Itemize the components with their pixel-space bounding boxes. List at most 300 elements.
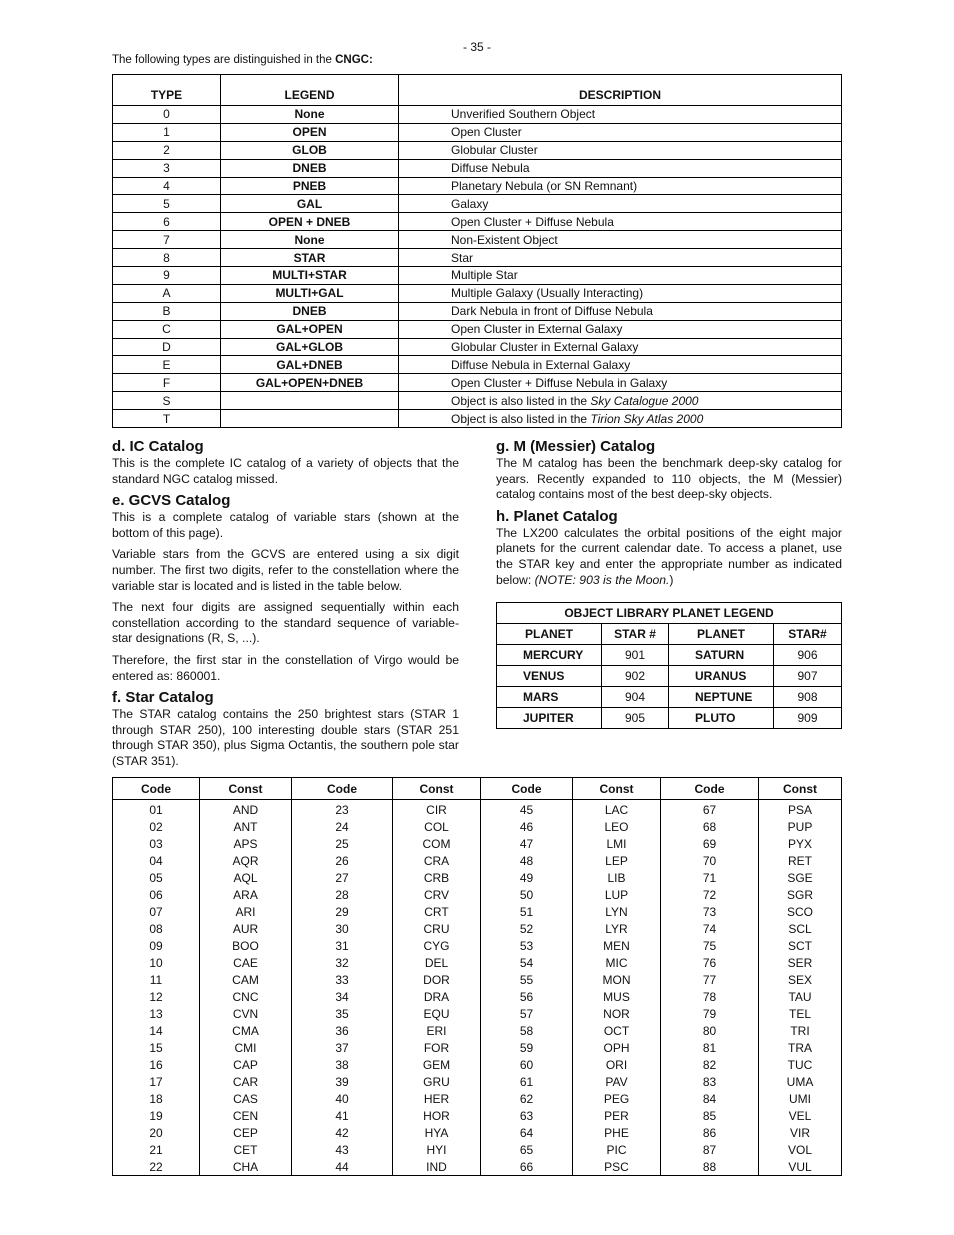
const-abbrev: VUL — [788, 1159, 812, 1174]
const-abbrev: HYI — [393, 1141, 481, 1158]
const-code: 15 — [113, 1040, 200, 1057]
const-row — [113, 800, 842, 819]
const-row — [113, 1141, 842, 1158]
const-abbrev: TUC — [787, 1058, 813, 1073]
planet-legend-table — [496, 602, 842, 729]
const-abbrev: CEP — [200, 1124, 292, 1141]
const-row — [113, 836, 842, 853]
const-code: 22 — [113, 1158, 200, 1175]
const-abbrev: ERI — [393, 1023, 481, 1040]
const-abbrev: SCO — [786, 905, 813, 920]
legend-cell: OPEN + DNEB — [221, 213, 399, 231]
const-abbrev: OPH — [573, 1040, 661, 1057]
description-cell: Globular Cluster in External Galaxy — [399, 338, 842, 356]
const-abbrev: VEL — [788, 1108, 812, 1123]
cngc-header-row — [113, 75, 842, 106]
const-abbrev: CAE — [200, 955, 292, 972]
planet-name: MERCURY — [497, 645, 602, 666]
planet-row — [497, 708, 842, 729]
const-abbrev: PUP — [787, 820, 813, 835]
type-cell: 8 — [113, 249, 221, 267]
const-abbrev: LYR — [573, 921, 661, 938]
const-code: 78 — [661, 989, 759, 1006]
description-cell: Planetary Nebula (or SN Remnant) — [399, 177, 842, 195]
const-code: 52 — [481, 921, 573, 938]
planet-row — [497, 645, 842, 666]
const-code: 71 — [661, 870, 759, 887]
const-row — [113, 904, 842, 921]
const-header-const-4: Const — [759, 778, 842, 800]
const-abbrev: TRA — [788, 1041, 812, 1056]
const-code: 05 — [113, 870, 200, 887]
const-code: 35 — [292, 1006, 393, 1023]
section-body-messier: The M catalog has been the benchmark deep-sky catalog for years. Recently expanded to 110 objects, the M (Messier) catalog contains most of the best deep-sky objects. — [496, 456, 842, 502]
cngc-row — [113, 410, 842, 428]
catalogue-title: Sky Catalogue 2000 — [590, 393, 699, 408]
const-code: 24 — [292, 819, 393, 836]
legend-cell: None — [221, 231, 399, 249]
const-code: 85 — [661, 1107, 759, 1124]
planet-row — [497, 666, 842, 687]
const-row — [113, 819, 842, 836]
planet-title-row — [497, 603, 842, 624]
planet-header-planet-2: PLANET — [669, 624, 774, 645]
const-code: 84 — [661, 1090, 759, 1107]
description-cell: Globular Cluster — [399, 141, 842, 159]
const-row — [113, 870, 842, 887]
const-row — [113, 989, 842, 1006]
planet-name: NEPTUNE — [669, 687, 774, 708]
legend-cell: MULTI+STAR — [221, 267, 399, 285]
const-abbrev: CRA — [393, 853, 481, 870]
const-abbrev: TAU — [788, 990, 812, 1005]
const-code: 19 — [113, 1107, 200, 1124]
description-cell: Open Cluster + Diffuse Nebula — [399, 213, 842, 231]
cngc-row — [113, 106, 842, 124]
const-code: 01 — [113, 800, 200, 819]
const-abbrev: PER — [573, 1107, 661, 1124]
const-code: 62 — [481, 1090, 573, 1107]
planet-star-number: 904 — [602, 687, 669, 708]
planet-name: VENUS — [497, 666, 602, 687]
const-code: 31 — [292, 938, 393, 955]
section-body-gcvs-1: This is a complete catalog of variable stars (shown at the bottom of this page). — [112, 510, 459, 540]
const-abbrev: SEX — [787, 973, 812, 988]
const-code: 43 — [292, 1141, 393, 1158]
const-code: 39 — [292, 1074, 393, 1091]
type-cell: 3 — [113, 159, 221, 177]
const-abbrev: CAP — [200, 1057, 292, 1074]
planet-header-star-2: STAR# — [774, 624, 842, 645]
description-cell: Open Cluster in External Galaxy — [399, 320, 842, 338]
legend-cell: STAR — [221, 249, 399, 267]
const-code: 03 — [113, 836, 200, 853]
const-abbrev: DRA — [393, 989, 481, 1006]
const-abbrev: CYG — [393, 938, 481, 955]
planet-table-title: OBJECT LIBRARY PLANET LEGEND — [497, 603, 842, 624]
const-row — [113, 972, 842, 989]
cngc-row — [113, 374, 842, 392]
const-abbrev: DOR — [393, 972, 481, 989]
cngc-type-table — [112, 74, 842, 428]
const-code: 73 — [661, 904, 759, 921]
section-title-star: f. Star Catalog — [112, 689, 214, 707]
const-row — [113, 921, 842, 938]
type-cell: S — [113, 392, 221, 410]
const-header-const-2: Const — [393, 778, 481, 800]
const-abbrev: SCT — [788, 939, 812, 954]
const-code: 47 — [481, 836, 573, 853]
const-abbrev: PSA — [787, 803, 812, 818]
const-code: 16 — [113, 1057, 200, 1074]
planet-note-close: ) — [669, 572, 674, 587]
const-abbrev: CET — [200, 1141, 292, 1158]
section-body-gcvs-2: Variable stars from the GCVS are entered using a six digit number. The first two digits, refer to the constellation where the variable star is located and is listed in the table below. — [112, 547, 459, 593]
const-code: 81 — [661, 1040, 759, 1057]
const-code: 63 — [481, 1107, 573, 1124]
const-abbrev: PSC — [573, 1158, 661, 1175]
const-header-code-1: Code — [113, 778, 200, 800]
type-cell: D — [113, 338, 221, 356]
section-ic-catalog — [112, 438, 459, 487]
right-column — [496, 438, 842, 593]
description-cell: Unverified Southern Object — [399, 106, 842, 124]
const-code: 79 — [661, 1006, 759, 1023]
const-code: 60 — [481, 1057, 573, 1074]
const-code: 49 — [481, 870, 573, 887]
section-messier-catalog — [496, 438, 842, 503]
description-cell — [399, 410, 842, 428]
cngc-row — [113, 356, 842, 374]
section-title-planet: h. Planet Catalog — [496, 507, 618, 525]
legend-cell: GAL+DNEB — [221, 356, 399, 374]
const-abbrev: SCL — [788, 922, 812, 937]
const-code: 65 — [481, 1141, 573, 1158]
const-abbrev: HER — [393, 1090, 481, 1107]
type-cell: 4 — [113, 177, 221, 195]
const-code: 82 — [661, 1057, 759, 1074]
planet-table-body — [497, 645, 842, 729]
const-abbrev: OCT — [573, 1023, 661, 1040]
const-header-code-4: Code — [661, 778, 759, 800]
description-cell: Dark Nebula in front of Diffuse Nebula — [399, 302, 842, 320]
const-abbrev: LAC — [573, 800, 661, 819]
const-code: 13 — [113, 1006, 200, 1023]
const-code: 14 — [113, 1023, 200, 1040]
description-cell: Multiple Star — [399, 267, 842, 285]
legend-cell: GAL — [221, 195, 399, 213]
const-code: 06 — [113, 887, 200, 904]
intro-bold: CNGC: — [335, 54, 373, 66]
planet-star-number: 902 — [602, 666, 669, 687]
const-code: 54 — [481, 955, 573, 972]
const-code: 55 — [481, 972, 573, 989]
const-abbrev: LEO — [573, 819, 661, 836]
const-code: 64 — [481, 1124, 573, 1141]
section-star-catalog — [112, 689, 459, 769]
const-header-const-3: Const — [573, 778, 661, 800]
cngc-row — [113, 392, 842, 410]
const-code: 48 — [481, 853, 573, 870]
cngc-row — [113, 213, 842, 231]
const-abbrev: DEL — [393, 955, 481, 972]
const-row — [113, 853, 842, 870]
const-abbrev: UMA — [786, 1074, 814, 1089]
const-abbrev: NOR — [573, 1006, 661, 1023]
planet-name: URANUS — [669, 666, 774, 687]
const-abbrev: EQU — [393, 1006, 481, 1023]
const-code: 12 — [113, 989, 200, 1006]
description-prefix: Object is also listed in the — [451, 393, 591, 408]
left-column — [112, 438, 459, 775]
const-abbrev: MUS — [573, 989, 661, 1006]
legend-cell — [221, 410, 399, 428]
planet-star-number: 907 — [774, 666, 842, 687]
legend-cell: OPEN — [221, 123, 399, 141]
const-code: 53 — [481, 938, 573, 955]
section-body-planet — [496, 526, 842, 588]
section-body-gcvs-3: The next four digits are assigned sequentially within each constellation according to the standard sequence of variable-star designations (R, S, ...). — [112, 600, 459, 646]
const-code: 27 — [292, 870, 393, 887]
const-abbrev: CRV — [393, 887, 481, 904]
intro-prefix: The following types are distinguished in the — [112, 54, 336, 66]
const-abbrev: PYX — [787, 837, 812, 852]
planet-body-text: The LX200 calculates the orbital positions of the eight major planets for the current calendar date. To access a planet, use the STAR key and enter the appropriate number as indicated below: — [496, 525, 842, 587]
const-row — [113, 1090, 842, 1107]
section-title-gcvs: e. GCVS Catalog — [112, 492, 231, 510]
legend-cell: GAL+OPEN+DNEB — [221, 374, 399, 392]
description-cell: Open Cluster + Diffuse Nebula in Galaxy — [399, 374, 842, 392]
const-code: 41 — [292, 1107, 393, 1124]
section-title-ic: d. IC Catalog — [112, 438, 204, 455]
const-abbrev: CMI — [200, 1040, 292, 1057]
const-code: 09 — [113, 938, 200, 955]
const-abbrev: TRI — [790, 1024, 810, 1039]
const-code: 33 — [292, 972, 393, 989]
type-cell: T — [113, 410, 221, 428]
const-code: 40 — [292, 1090, 393, 1107]
const-code: 69 — [661, 836, 759, 853]
legend-cell — [221, 392, 399, 410]
type-cell: 1 — [113, 123, 221, 141]
const-abbrev: COL — [393, 819, 481, 836]
planet-name: JUPITER — [497, 708, 602, 729]
legend-cell: GAL+OPEN — [221, 320, 399, 338]
const-code: 88 — [661, 1158, 759, 1175]
cngc-row — [113, 320, 842, 338]
const-code: 42 — [292, 1124, 393, 1141]
const-header-code-2: Code — [292, 778, 393, 800]
planet-star-number: 909 — [774, 708, 842, 729]
const-abbrev: MON — [573, 972, 661, 989]
const-row — [113, 1158, 842, 1175]
cngc-row — [113, 249, 842, 267]
const-abbrev: CRB — [393, 870, 481, 887]
const-code: 02 — [113, 819, 200, 836]
const-abbrev: CRU — [393, 921, 481, 938]
type-cell: 9 — [113, 267, 221, 285]
planet-star-number: 906 — [774, 645, 842, 666]
const-abbrev: CAS — [200, 1090, 292, 1107]
const-code: 18 — [113, 1090, 200, 1107]
const-code: 23 — [292, 800, 393, 819]
const-code: 17 — [113, 1074, 200, 1091]
const-code: 45 — [481, 800, 573, 819]
const-code: 56 — [481, 989, 573, 1006]
cngc-row — [113, 195, 842, 213]
const-row — [113, 1040, 842, 1057]
legend-cell: DNEB — [221, 159, 399, 177]
planet-row — [497, 687, 842, 708]
description-cell: Star — [399, 249, 842, 267]
const-code: 21 — [113, 1141, 200, 1158]
const-abbrev: TEL — [788, 1007, 811, 1022]
const-code: 10 — [113, 955, 200, 972]
const-abbrev: APS — [200, 836, 292, 853]
const-abbrev: SGE — [787, 871, 813, 886]
const-abbrev: BOO — [200, 938, 292, 955]
const-code: 66 — [481, 1158, 573, 1175]
const-code: 51 — [481, 904, 573, 921]
const-row — [113, 887, 842, 904]
legend-cell: None — [221, 106, 399, 124]
const-code: 11 — [113, 972, 200, 989]
const-row — [113, 938, 842, 955]
planet-name: MARS — [497, 687, 602, 708]
const-row — [113, 955, 842, 972]
const-abbrev: MIC — [573, 955, 661, 972]
const-abbrev: CEN — [200, 1107, 292, 1124]
planet-header-row — [497, 624, 842, 645]
type-cell: F — [113, 374, 221, 392]
const-header-code-3: Code — [481, 778, 573, 800]
type-cell: A — [113, 284, 221, 302]
section-body-ic: This is the complete IC catalog of a variety of objects that the standard NGC catalog missed. — [112, 456, 459, 486]
legend-cell: MULTI+GAL — [221, 284, 399, 302]
const-abbrev: LMI — [573, 836, 661, 853]
const-abbrev: LEP — [573, 853, 661, 870]
section-title-messier: g. M (Messier) Catalog — [496, 438, 656, 455]
section-gcvs-catalog — [112, 492, 459, 684]
const-code: 72 — [661, 887, 759, 904]
constellation-code-table — [112, 777, 842, 1176]
const-code: 59 — [481, 1040, 573, 1057]
const-header-const-1: Const — [200, 778, 292, 800]
const-abbrev: VIR — [789, 1125, 810, 1140]
section-body-star: The STAR catalog contains the 250 brightest stars (STAR 1 through STAR 250), 100 interesting double stars (STAR 251 through STAR 350), plus Sigma Octantis, the southern pole star (STAR 351). — [112, 707, 459, 768]
const-abbrev: SGR — [786, 888, 813, 903]
header-type: TYPE — [113, 75, 221, 106]
const-row — [113, 1107, 842, 1124]
planet-name: SATURN — [669, 645, 774, 666]
legend-cell: GAL+GLOB — [221, 338, 399, 356]
const-code: 04 — [113, 853, 200, 870]
const-abbrev: RET — [788, 854, 812, 869]
const-abbrev: LUP — [573, 887, 661, 904]
const-abbrev: ANT — [200, 819, 292, 836]
const-abbrev: LYN — [573, 904, 661, 921]
planet-star-number: 908 — [774, 687, 842, 708]
description-cell: Open Cluster — [399, 123, 842, 141]
description-prefix: Object is also listed in the — [451, 411, 591, 426]
const-abbrev: CAM — [200, 972, 292, 989]
const-code: 58 — [481, 1023, 573, 1040]
const-abbrev: CVN — [200, 1006, 292, 1023]
const-abbrev: ARI — [200, 904, 292, 921]
const-code: 77 — [661, 972, 759, 989]
section-body-gcvs-4: Therefore, the first star in the constellation of Virgo would be entered as: 860001. — [112, 652, 459, 683]
header-legend: LEGEND — [221, 75, 399, 106]
planet-header-star-1: STAR # — [602, 624, 669, 645]
type-cell: 6 — [113, 213, 221, 231]
const-abbrev: SER — [787, 956, 813, 971]
const-code: 07 — [113, 904, 200, 921]
const-code: 80 — [661, 1023, 759, 1040]
const-abbrev: AND — [200, 800, 292, 819]
description-cell: Diffuse Nebula — [399, 159, 842, 177]
type-cell: C — [113, 320, 221, 338]
cngc-row — [113, 177, 842, 195]
const-abbrev: ORI — [573, 1057, 661, 1074]
const-code: 28 — [292, 887, 393, 904]
type-cell: 2 — [113, 141, 221, 159]
const-abbrev: MEN — [573, 938, 661, 955]
planet-star-number: 901 — [602, 645, 669, 666]
type-cell: 7 — [113, 231, 221, 249]
type-cell: B — [113, 302, 221, 320]
legend-cell: PNEB — [221, 177, 399, 195]
const-abbrev: CRT — [393, 904, 481, 921]
const-table-body — [113, 800, 842, 1176]
section-planet-catalog — [496, 508, 842, 588]
const-code: 25 — [292, 836, 393, 853]
cngc-row — [113, 231, 842, 249]
legend-cell: GLOB — [221, 141, 399, 159]
const-code: 26 — [292, 853, 393, 870]
const-abbrev: COM — [393, 836, 481, 853]
const-code: 83 — [661, 1074, 759, 1091]
const-abbrev: IND — [393, 1158, 481, 1175]
description-cell: Diffuse Nebula in External Galaxy — [399, 356, 842, 374]
const-abbrev: AQR — [200, 853, 292, 870]
planet-star-number: 905 — [602, 708, 669, 729]
catalogue-title: Tirion Sky Atlas 2000 — [590, 411, 704, 426]
const-abbrev: HYA — [393, 1124, 481, 1141]
const-code: 08 — [113, 921, 200, 938]
planet-note: (NOTE: 903 is the Moon. — [534, 572, 670, 587]
const-code: 32 — [292, 955, 393, 972]
const-code: 86 — [661, 1124, 759, 1141]
type-cell: 5 — [113, 195, 221, 213]
intro-text — [112, 54, 373, 66]
const-row — [113, 1023, 842, 1040]
const-row — [113, 1006, 842, 1023]
planet-header-planet-1: PLANET — [497, 624, 602, 645]
const-row — [113, 1057, 842, 1074]
cngc-row — [113, 302, 842, 320]
const-abbrev: CNC — [200, 989, 292, 1006]
const-code: 50 — [481, 887, 573, 904]
cngc-row — [113, 159, 842, 177]
const-code: 75 — [661, 938, 759, 955]
legend-cell: DNEB — [221, 302, 399, 320]
const-abbrev: GEM — [393, 1057, 481, 1074]
const-code: 74 — [661, 921, 759, 938]
planet-name: PLUTO — [669, 708, 774, 729]
const-abbrev: CMA — [200, 1023, 292, 1040]
const-abbrev: ARA — [200, 887, 292, 904]
const-abbrev: AQL — [200, 870, 292, 887]
